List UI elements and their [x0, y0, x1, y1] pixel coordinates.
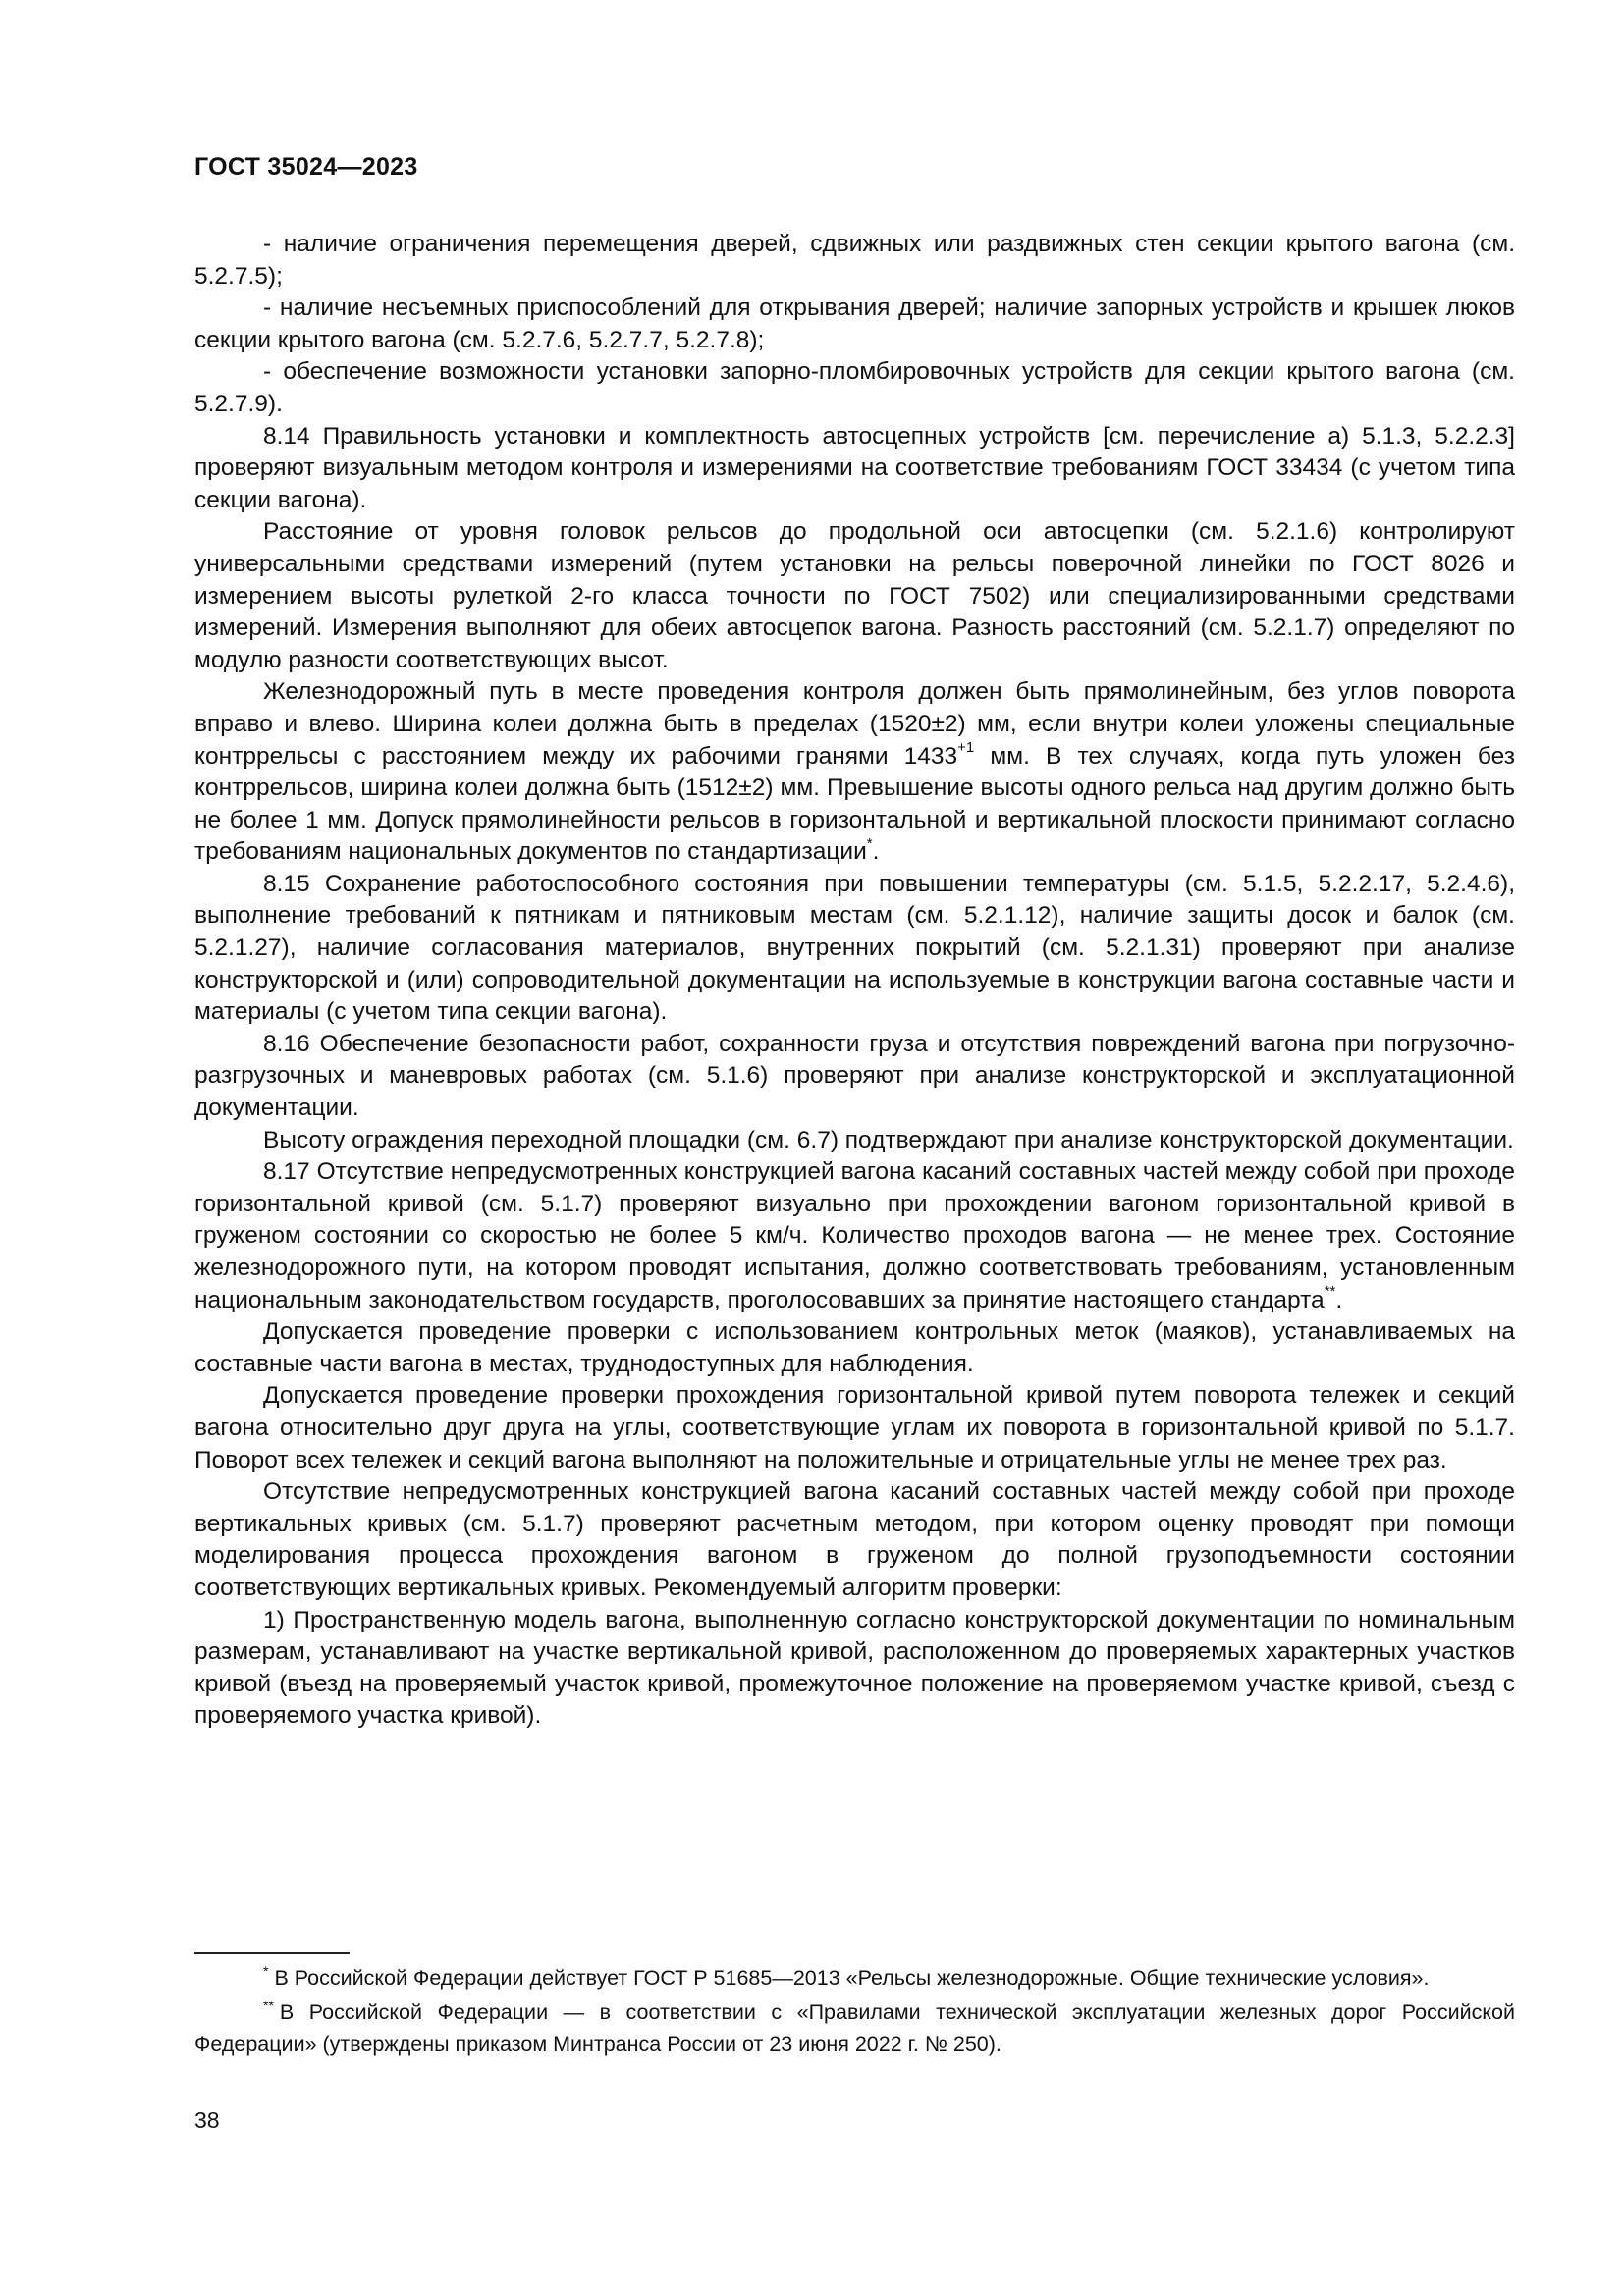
footnote-mark-1: *	[263, 1963, 269, 1979]
superscript-tolerance: +1	[957, 739, 975, 757]
paragraph-track-text-b: мм. В тех случаях, когда путь уложен без контррельсов, ширина колеи должна быть (1512±2) мм. Превышение высоты одного рельса над другим должно быть не более 1 мм. Допуск прямолинейности рельсов в горизонтальной и вертикальной плоскости принимают согласно требованиям национальных документов по стандартизации	[194, 742, 1515, 866]
list-item-seal-devices: - обеспечение возможности установки запорно-пломбировочных устройств для секции крытого вагона (см. 5.2.7.9).	[194, 358, 1515, 417]
paragraph-coupler-height: Расстояние от уровня головок рельсов до продольной оси автосцепки (см. 5.2.1.6) контролируют универсальными средствами измерений (путем установки на рельсы поверочной линейки по ГОСТ 8026 и измерением высоты рулеткой 2-го класса точности по ГОСТ 7502) или специализированными средствами измерений. Измерения выполняют для обеих автосцепок вагона. Разность расстояний (см. 5.2.1.7) определяют по модулю разности соответствующих высот.	[194, 518, 1515, 673]
footnote-ref-1: *	[866, 835, 873, 853]
clause-8-15: 8.15 Сохранение работоспособного состояния при повышении температуры (см. 5.1.5, 5.2.2.17, 5.2.4.6), выполнение требований к пятникам и пятниковым местам (см. 5.2.1.12), наличие защиты досок и балок (см. 5.2.1.27), наличие согласования материалов, внутренних покрытий (см. 5.2.1.31) проверяют при анализе конструкторской и (или) сопроводительной документации на используемые в конструкции вагона составные части и материалы (с учетом типа секции вагона).	[194, 870, 1515, 1026]
paragraph-vertical-curves: Отсутствие непредусмотренных конструкцией вагона касаний составных частей между собой при проходе вертикальных кривых (см. 5.1.7) проверяют расчетным методом, при котором оценку проводят при помощи моделирования процесса прохождения вагоном в груженом до полной грузоподъемности состоянии соответствующих вертикальных кривых. Рекомендуемый алгоритм проверки:	[194, 1478, 1515, 1601]
footnote-2	[194, 1998, 1515, 2059]
document-header: ГОСТ 35024—2023	[194, 153, 418, 181]
body-text	[194, 229, 1515, 1733]
footnote-1	[194, 1963, 1515, 1996]
paragraph-track-requirements	[194, 676, 1515, 869]
footnotes	[194, 1963, 1515, 2061]
footnote-ref-2: **	[1324, 1283, 1336, 1301]
clause-8-17-text-a: 8.17 Отсутствие непредусмотренных конструкцией вагона касаний составных частей между собой при проходе горизонтальной кривой (см. 5.1.7) проверяют визуально при прохождении вагоном горизонтальной кривой в груженом состоянии со скоростью не более 5 км/ч. Количество проходов вагона — не менее трех. Состояние железнодорожного пути, на котором проводят испытания, должно соответствовать требованиям, установленным национальным законодательством государств, проголосовавших за принятие настоящего стандарта	[194, 1158, 1515, 1313]
paragraph-track-text-c: .	[872, 838, 880, 866]
list-item-door-devices: - наличие несъемных приспособлений для открывания дверей; наличие запорных устройств и крышек люков секции крытого вагона (см. 5.2.7.6, 5.2.7.7, 5.2.7.8);	[194, 294, 1515, 353]
footnote-text-2: В Российской Федерации — в соответствии с «Правилами технической эксплуатации железных дорог Российской Федерации» (утверждены приказом Минтранса России от 23 июня 2022 г. № 250).	[194, 2000, 1515, 2056]
footnote-mark-2: **	[263, 1997, 274, 2013]
paragraph-bogie-rotation: Допускается проведение проверки прохождения горизонтальной кривой путем поворота тележек и секций вагона относительно друг друга на углы, соответствующие углам их поворота в горизонтальной кривой по 5.1.7. Поворот всех тележек и секций вагона выполняют на положительные и отрицательные углы не менее трех раз.	[194, 1382, 1515, 1473]
clause-8-14: 8.14 Правильность установки и комплектность автосцепных устройств [см. перечисление а) 5.1.3, 5.2.2.3] проверяют визуальным методом контроля и измерениями на соответствие требованиям ГОСТ 33434 (с учетом типа секции вагона).	[194, 422, 1515, 513]
footnote-text-1: В Российской Федерации действует ГОСТ Р 51685—2013 «Рельсы железнодорожные. Общие технические условия».	[274, 1966, 1430, 1990]
algorithm-step-1: 1) Пространственную модель вагона, выполненную согласно конструкторской документации по номинальным размерам, устанавливают на участке вертикальной кривой, расположенном до проверяемых характерных участков кривой (въезд на проверяемый участок кривой, промежуточное положение на проверяемом участке кривой, съезд с проверяемого участка кривой).	[194, 1606, 1515, 1730]
footnote-divider	[194, 1952, 350, 1954]
paragraph-track-text-a: Железнодорожный путь в месте проведения контроля должен быть прямолинейным, без углов поворота вправо и влево. Ширина колеи должна быть в пределах (1520±2) мм, если внутри колеи уложены специальные контррельсы с расстоянием между их рабочими гранями 1433	[194, 678, 1515, 770]
clause-8-16: 8.16 Обеспечение безопасности работ, сохранности груза и отсутствия повреждений вагона при погрузочно-разгрузочных и маневровых работах (см. 5.1.6) проверяют при анализе конструкторской и эксплуатационной документации.	[194, 1030, 1515, 1122]
list-item-doors-restriction: - наличие ограничения перемещения дверей, сдвижных или раздвижных стен секции крытого вагона (см. 5.2.7.5);	[194, 231, 1515, 290]
page-number: 38	[194, 2108, 220, 2133]
paragraph-platform-fence: Высоту ограждения переходной площадки (см. 6.7) подтверждают при анализе конструкторской документации.	[263, 1126, 1514, 1153]
clause-8-17-text-b: .	[1335, 1286, 1343, 1313]
paragraph-control-marks: Допускается проведение проверки с использованием контрольных меток (маяков), устанавливаемых на составные части вагона в местах, труднодоступных для наблюдения.	[194, 1318, 1515, 1377]
clause-8-17	[194, 1156, 1515, 1316]
